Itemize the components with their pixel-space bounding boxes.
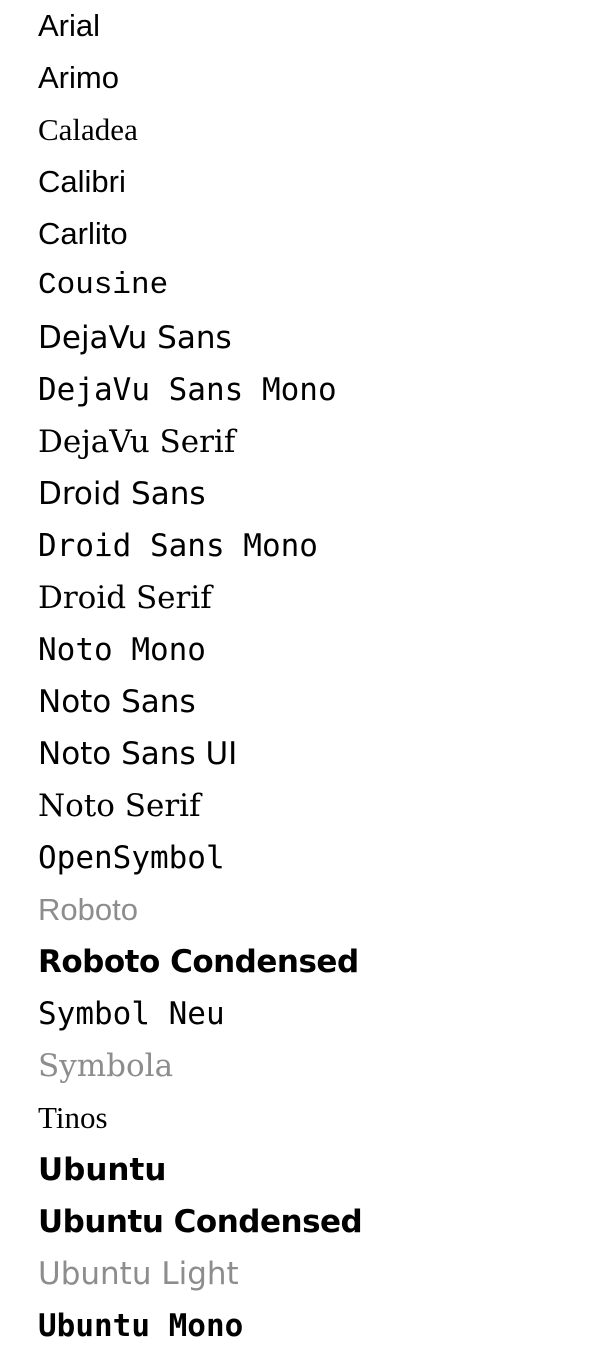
font-list-item[interactable]: Noto Sans UI	[38, 736, 238, 772]
font-list-item[interactable]: Calibri	[38, 164, 126, 199]
font-list-item[interactable]: Ubuntu	[38, 1152, 167, 1188]
font-list-item[interactable]: Symbol Neu	[38, 996, 225, 1032]
font-list-item[interactable]: DejaVu Sans Mono	[38, 372, 337, 408]
font-list-item[interactable]: Arial	[38, 8, 101, 43]
font-list-item[interactable]: Ubuntu Light	[38, 1256, 239, 1292]
font-list-item[interactable]: Noto Sans	[38, 684, 196, 720]
font-list-item[interactable]: Caladea	[38, 112, 138, 147]
font-list-item[interactable]: Cousine	[38, 268, 169, 303]
font-list-item[interactable]: DejaVu Sans	[38, 320, 232, 356]
font-list-item[interactable]: Roboto	[38, 892, 138, 927]
font-list-item[interactable]: Droid Sans Mono	[38, 528, 318, 564]
font-list-item[interactable]: Droid Sans	[38, 476, 206, 512]
font-list-item[interactable]: DejaVu Serif	[38, 424, 236, 460]
font-list-item[interactable]: Noto Serif	[38, 788, 201, 824]
font-list-item[interactable]: Carlito	[38, 216, 128, 251]
font-list-item[interactable]: Tinos	[38, 1100, 108, 1135]
font-list-item[interactable]: Droid Serif	[38, 580, 212, 616]
font-list-item[interactable]: Ubuntu Mono	[38, 1308, 244, 1344]
font-list-item[interactable]: Symbola	[38, 1048, 174, 1084]
font-list-item[interactable]: Arimo	[38, 60, 119, 95]
font-list-item[interactable]: OpenSymbol	[38, 840, 225, 876]
font-list-item[interactable]: Roboto Condensed	[38, 944, 359, 980]
font-list-item[interactable]: Ubuntu Condensed	[38, 1204, 363, 1240]
font-list-item[interactable]: Noto Mono	[38, 632, 206, 668]
